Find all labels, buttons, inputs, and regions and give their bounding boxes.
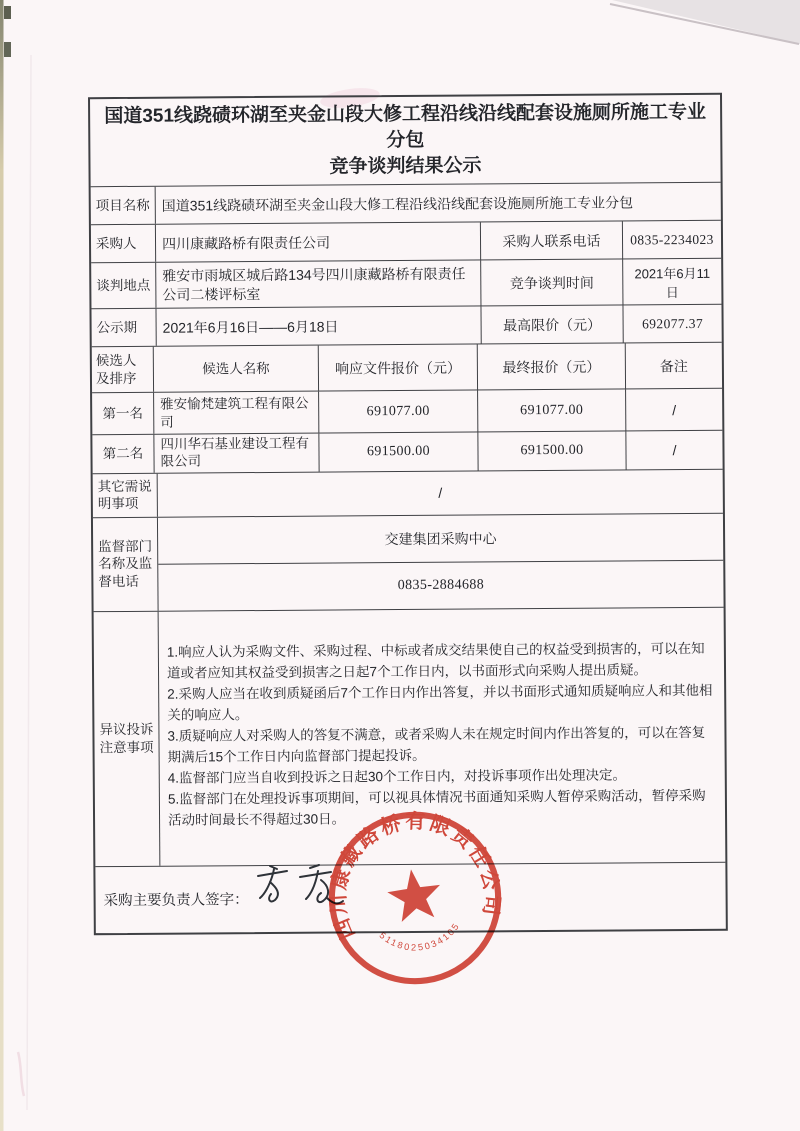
scan-mark-top-left-2 xyxy=(4,42,11,57)
project-name-label: 项目名称 xyxy=(95,197,150,213)
row-other-notes xyxy=(93,469,723,517)
row-candidates-header xyxy=(92,342,722,392)
candidate-row-2 xyxy=(92,430,722,473)
negotiation-time-value: 2021年6月11日 xyxy=(622,259,721,305)
complaint-item-3: 3.质疑响应人对采购人的答复不满意，或者采购人未在规定时间内作出答复的，可以在答复期满后15个工作日内向监督部门提起投诉。 xyxy=(167,724,706,765)
candidate-2-rank: 第二名 xyxy=(102,445,144,462)
supervision-phone: 0835-2884688 xyxy=(158,560,723,611)
row-purchaser xyxy=(91,220,721,262)
supervision-label: 监督部门名称及监督电话 xyxy=(98,538,153,590)
purchaser-phone-label: 采购人联系电话 xyxy=(480,221,622,259)
candidate-2-remark: / xyxy=(625,431,722,469)
project-name-value: 国道351线跷碛环湖至夹金山段大修工程沿线沿线配套设施厕所施工专业分包 xyxy=(155,183,721,224)
seal-registration-number: 5118025034105 xyxy=(377,920,462,953)
header-doc-price: 响应文件报价（元） xyxy=(318,345,477,391)
company-seal-stamp xyxy=(296,779,533,1016)
other-notes-label: 其它需说明事项 xyxy=(97,478,152,512)
complaint-item-4: 4.监督部门应当自收到投诉之日起30个工作日内，对投诉事项作出处理决定。 xyxy=(167,767,627,786)
bottom-left-smudge xyxy=(18,1052,24,1096)
complaint-label: 异议投诉注意事项 xyxy=(99,721,154,755)
complaint-item-1: 1.响应人认为采购文件、采购过程、中标或者成交结果使自己的权益受到损害的，可以在知道或者应知其权益受到损害之日起7个工作日内，以书面形式向采购人提出质疑。 xyxy=(166,640,705,681)
venue-label: 谈判地点 xyxy=(96,277,151,293)
seal-company-name: 四川康藏路桥有限责任公司 xyxy=(327,810,503,943)
supervision-dept-name: 交建集团采购中心 xyxy=(384,530,497,547)
document-subtitle: 竞争谈判结果公示 xyxy=(329,155,482,178)
purchaser-label: 采购人 xyxy=(95,235,137,251)
candidate-1-rank: 第一名 xyxy=(102,405,144,421)
supervision-values xyxy=(157,514,724,611)
negotiation-time-label: 竞争谈判时间 xyxy=(480,259,622,305)
candidate-row-1 xyxy=(92,388,722,434)
max-price-label: 最高限价（元） xyxy=(480,305,622,343)
max-price-value: 692077.37 xyxy=(622,305,721,343)
document-title: 国道351线跷碛环湖至夹金山段大修工程沿线沿线配套设施厕所施工专业分包 xyxy=(104,101,707,152)
scan-mark-top-left-1 xyxy=(4,6,11,19)
row-venue xyxy=(91,258,721,308)
row-publicity-period xyxy=(91,304,721,346)
complaint-item-2: 2.采购人应当在收到质疑函后7个工作日内作出答复，并以书面形式通知质疑响应人和其他相关的响应人。 xyxy=(167,682,713,723)
candidate-1-name: 雅安愉梵建筑工程有限公司 xyxy=(153,392,318,434)
candidate-2-doc-price: 691500.00 xyxy=(318,433,477,472)
title-box xyxy=(90,95,721,186)
complaint-item-5: 5.监督部门在处理投诉事项期间，可以视具体情况书面通知采购人暂停采购活动，暂停采购活动时间最长不得超过30日。 xyxy=(167,787,706,828)
candidates-rank-label: 候选人及排序 xyxy=(95,352,137,386)
signature-line-label: 采购主要负责人签字： xyxy=(103,892,249,910)
candidate-2-name: 四川华石基业建设工程有限公司 xyxy=(153,434,318,473)
header-candidate-name: 候选人名称 xyxy=(153,346,318,392)
seal-star-icon xyxy=(385,866,445,924)
venue-value: 雅安市雨城区城后路134号四川康藏路桥有限责任公司二楼评标室 xyxy=(155,260,480,307)
purchaser-phone-value: 0835-2234023 xyxy=(622,221,721,259)
publicity-value: 2021年6月16日——6月18日 xyxy=(155,306,480,345)
publicity-label: 公示期 xyxy=(96,319,138,335)
candidate-2-final-price: 691500.00 xyxy=(477,431,625,470)
row-project-name xyxy=(91,182,721,224)
candidate-1-final-price: 691077.00 xyxy=(477,389,625,431)
paper-left-edge xyxy=(0,0,4,1131)
paper-crease-left xyxy=(27,55,31,1110)
row-supervision xyxy=(93,513,724,611)
candidate-1-doc-price: 691077.00 xyxy=(318,391,477,433)
candidate-1-remark: / xyxy=(625,389,722,431)
svg-text:5118025034105 xyxy=(377,919,465,958)
purchaser-value: 四川康藏路桥有限责任公司 xyxy=(155,222,480,261)
header-remark: 备注 xyxy=(625,343,722,389)
header-final-price: 最终报价（元） xyxy=(477,343,625,389)
other-notes-value: / xyxy=(157,470,723,517)
